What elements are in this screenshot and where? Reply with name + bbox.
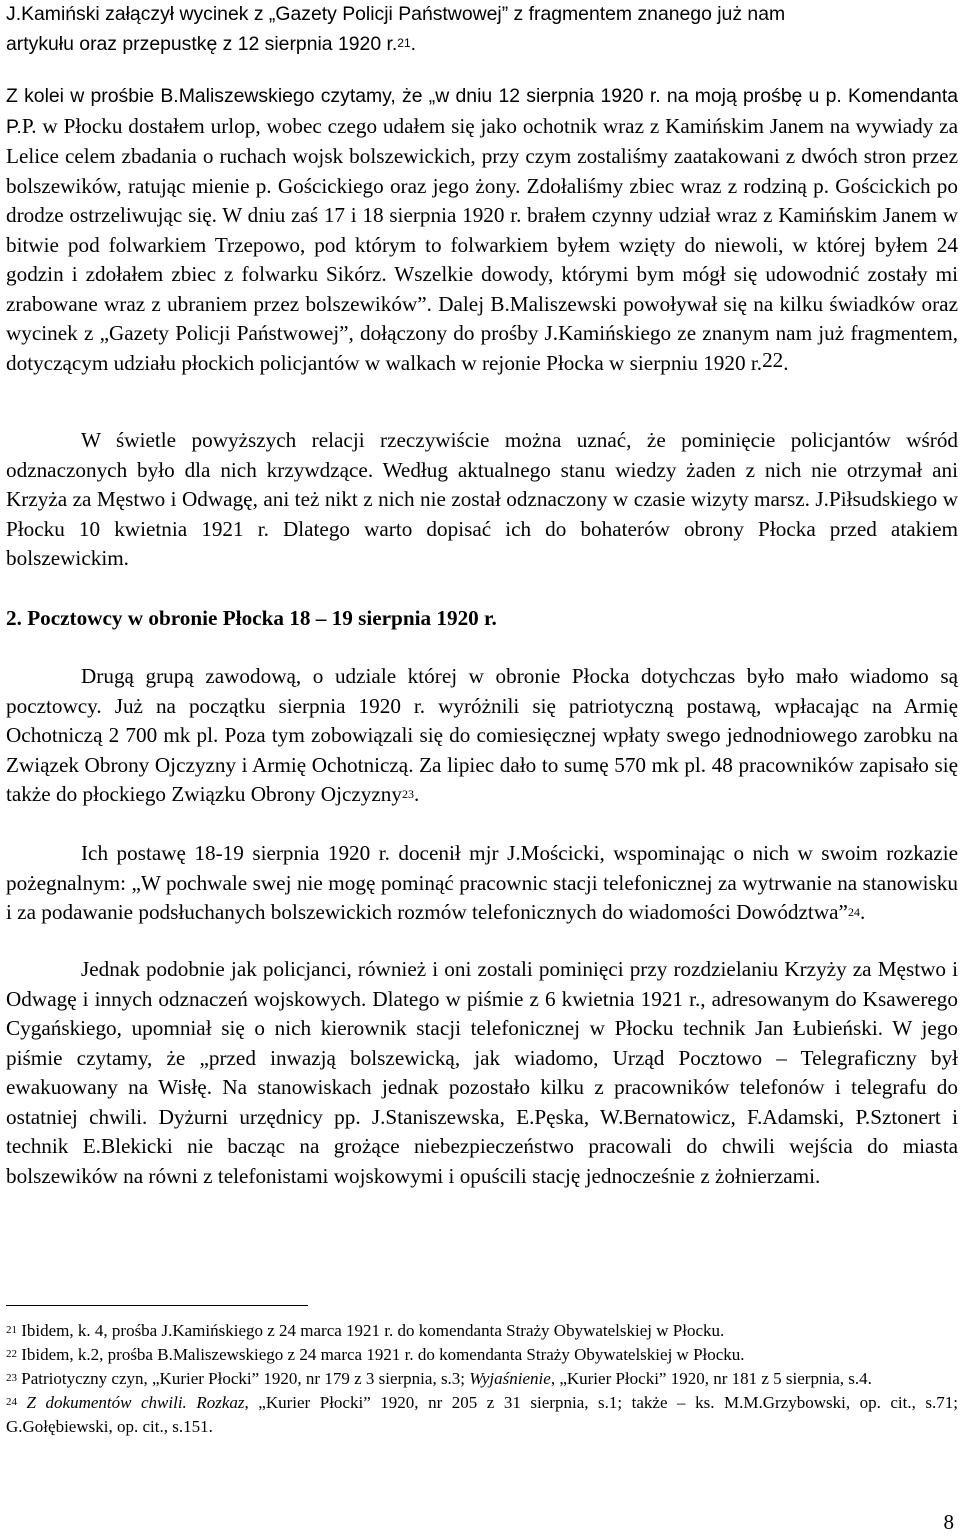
footnote-italic-title: Z dokumentów chwili. Rozkaz [26,1393,245,1412]
footnote-text: Ibidem, k.2, prośba B.Maliszewskiego z 24 marca 1921 r. do komendanta Straży Obywatelskiej w Płocku. [21,1345,745,1364]
footnote-separator [6,1305,308,1306]
footnote-number: 24 [6,1396,17,1408]
footnote-number: 23 [6,1372,17,1384]
paragraph-6: Jednak podobnie jak policjanci, również i oni zostali pominięci przy rozdzielaniu Krzyży za Męstwo i Odwagę i innych odznaczeń wojskowych. Dlatego w piśmie z 6 kwietnia 1921 r., adresowanym do Ksawerego Cygańskiego, upomniał się o nich kierownik stacji telefonicznej w Płocku technik Jan Łubieński. W jego piśmie czytamy, że „przed inwazją bolszewicką, jak wiadomo, Urząd Pocztowo – Telegraficzny był ewakuowany na Wisłę. Na stanowiskach jednak pozostało kilku z pracowników telefonów i telegrafu do ostatniej chwili. Dyżurni urzędnicy pp. J.Staniszewska, E.Pęska, W.Bernatowicz, F.Adamski, P.Sztonert i technik E.Blekicki nie bacząc na grożące niebezpieczeństwo pracowali do chwili wejścia do miasta bolszewików na równi z telefonistami wojskowymi i opuścili stację jednocześnie z żołnierzami. [6,957,958,1188]
paragraph-1 [6,0,958,59]
footnote-ref-23[interactable]: 23 [401,787,414,801]
paragraph-4-end: . [413,782,420,806]
footnote-ref-21[interactable]: 21 [397,35,411,50]
footnote-23 [6,1367,958,1391]
section-heading: 2. Pocztowcy w obronie Płocka 18 – 19 sierpnia 1920 r. [6,606,497,630]
footnote-italic-title: Wyjaśnienie [469,1369,551,1388]
paragraph-1-line-2-text: artykułu oraz przepustkę z 12 sierpnia 1920 r. [6,32,398,55]
footnote-ref-22[interactable]: 22 [762,347,784,372]
footnote-22 [6,1343,958,1367]
paragraph-3: W świetle powyższych relacji rzeczywiście można uznać, że pominięcie policjantów wśród odznaczonych było dla nich krzywdzące. Według aktualnego stanu wiedzy żaden z nich nie otrzymał ani Krzyża za Męstwo i Odwagę, ani też nikt z nich nie został odznaczony w czasie wizyty marsz. J.Piłsudskiego w Płocku 10 kwietnia 1921 r. Dlatego warto dopisać ich do bohaterów obrony Płocka przed atakiem bolszewickim. [6,428,958,570]
paragraph-2-serif-part: P. w Płocku dostałem urlop, wobec czego udałem się jako ochotnik wraz z Kamińskim Janem na wywiady za Lelice celem zbadania o ruchach wojsk bolszewickich, przy czym zostaliśmy zaatakowani z dwóch stron przez bolszewików, ratując mienie p. Gościckiego oraz jego żony. Zdołaliśmy zbiec wraz z rodziną p. Gościckich po drodze ostrzeliwując się. W dniu zaś 17 i 18 sierpnia 1920 r. brałem czynny udział wraz z Kamińskim Janem w bitwie pod folwarkiem Trzepowo, pod którym to folwarkiem byłem wzięty do niewoli, w której byłem 24 godzin i zdołałem zbiec z folwarku Sikórz. Wszelkie dowody, którymi bym mógł się udowodnić zostały mi zrabowane wraz z ubraniem przez bolszewików”. Dalej B.Maliszewski powoływał się na kilku świadków oraz wycinek z „Gazety Policji Państwowej”, dołączony do prośby J.Kamińskiego ze znanym nam już fragmentem, dotyczącym udziału płockich policjantów w walkach w rejonie Płocka w sierpniu 1920 r. [6,113,958,375]
footnote-24 [6,1391,958,1439]
paragraph-1-end: . [410,32,417,55]
paragraph-4-text: Drugą grupą zawodową, o udziale której w obronie Płocka dotychczas było mało wiadomo są pocztowcy. Już na początku sierpnia 1920 r. wyróżnili się patriotyczną postawą, wpłacając na Armię Ochotniczą 2 700 mk pl. Poza tym zobowiązali się do comiesięcznej wpłaty swego jednodniowego zarobku na Związek Obrony Ojczyzny i Armię Ochotniczą. Za lipiec dało to sumę 570 mk pl. 48 pracowników zapisało się także do płockiego Związku Obrony Ojczyzny [6,664,958,806]
footnote-number: 21 [6,1324,17,1336]
paragraph-2-end: . [783,350,789,375]
footnotes [6,1319,958,1439]
paragraph-5-end: . [859,900,866,924]
footnote-number: 22 [6,1348,17,1360]
page-number: 8 [943,1510,954,1534]
footnote-text-continued: , „Kurier Płocki” 1920, nr 181 z 5 sierpnia, s.4. [550,1369,872,1388]
footnote-ref-24[interactable]: 24 [847,905,860,919]
footnote-21 [6,1319,958,1343]
paragraph-5 [6,839,958,928]
paragraph-5-text: Ich postawę 18-19 sierpnia 1920 r. docenił mjr J.Mościcki, wspominając o nich w swoim rozkazie pożegnalnym: „W pochwale swej nie mogę pominąć pracownic stacji telefonicznej za wytrwanie na stanowisku i za podawanie podsłuchanych bolszewickich rozmów telefonicznych do wiadomości Dowództwa” [6,841,958,924]
paragraph-4 [6,662,958,810]
paragraph-1-line-2 [6,30,958,60]
footnote-text: Patriotyczny czyn, „Kurier Płocki” 1920, nr 179 z 3 sierpnia, s.3; [21,1369,466,1388]
paragraph-2-sans-part: Z kolei w prośbie B.Maliszewskiego czytamy, że „w dniu 12 sierpnia 1920 r. na moją prośbę u p. Komendanta P. [6,85,958,138]
footnote-text-continued: , „Kurier Płocki” 1920, nr 205 z 31 sierpnia, s.1; także – ks. M.M.Grzybowski, op. cit., s.71; G.Gołębiewski, op. cit., s.151. [6,1393,959,1436]
paragraph-1-line-1: J.Kamiński załączył wycinek z „Gazety Policji Państwowej” z fragmentem znanego już nam [6,3,786,25]
footnote-text: Ibidem, k. 4, prośba J.Kamińskiego z 24 marca 1921 r. do komendanta Straży Obywatelskiej w Płocku. [21,1321,725,1340]
paragraph-2 [6,82,958,378]
